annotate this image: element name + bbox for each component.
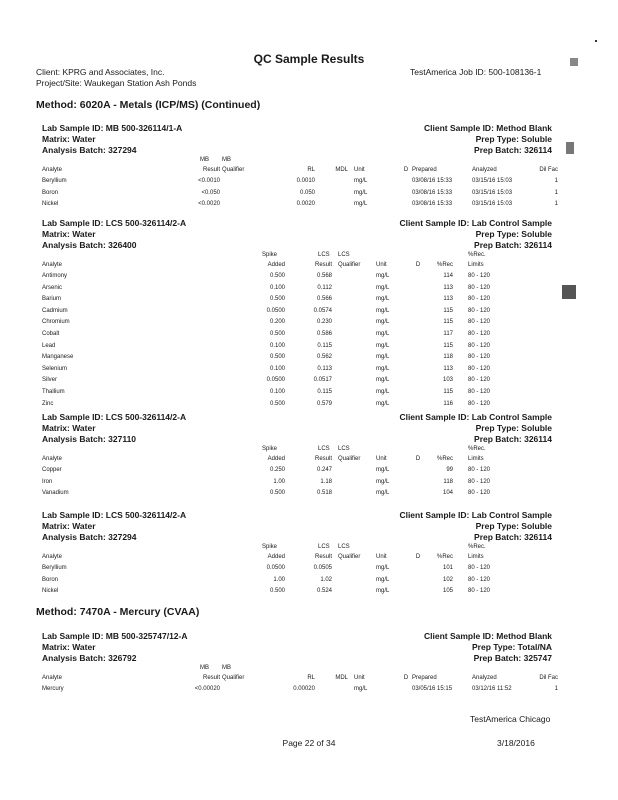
column-header: Analyte xyxy=(42,262,63,268)
column-header: Limits xyxy=(468,554,484,560)
table-cell: 117 xyxy=(443,331,453,337)
column-header-top: MB xyxy=(222,157,231,163)
method-heading: Method: 6020A - Metals (ICP/MS) (Continued) xyxy=(36,99,261,111)
table-cell: 0.100 xyxy=(269,389,285,395)
table-cell: 0.00020 xyxy=(293,686,315,692)
table-cell: 116 xyxy=(443,400,453,407)
table-cell: 115 xyxy=(443,307,453,314)
table-cell: 03/15/16 15:03 xyxy=(472,178,513,184)
table-cell: 115 xyxy=(443,342,453,349)
table-cell: 03/05/16 15:15 xyxy=(412,686,453,692)
table-cell: 0.0500 xyxy=(266,565,285,571)
table-cell: Zinc xyxy=(42,400,54,407)
table-row xyxy=(0,366,618,378)
column-header-top: Spike xyxy=(262,252,278,258)
table-cell: Cadmium xyxy=(42,307,68,314)
table-cell: mg/L xyxy=(376,576,390,583)
table-row xyxy=(0,588,618,600)
table-row xyxy=(0,273,618,285)
footer-date: 3/18/2016 xyxy=(497,738,535,748)
table-cell: 0.0500 xyxy=(266,377,285,384)
method-heading: Method: 7470A - Mercury (CVAA) xyxy=(36,606,200,618)
column-header: Qualifier xyxy=(338,554,361,560)
column-header: Qualifier xyxy=(222,167,245,173)
table-cell: 80 - 120 xyxy=(468,478,491,485)
column-header: Unit xyxy=(376,262,387,268)
column-header: Result xyxy=(202,167,220,173)
table-cell: mg/L xyxy=(376,400,390,407)
column-header: Result xyxy=(202,675,220,681)
table-cell: Boron xyxy=(42,189,59,196)
table-cell: Copper xyxy=(42,467,62,473)
column-header: Analyzed xyxy=(472,167,497,173)
table-cell: Lead xyxy=(42,342,56,349)
matrix: Matrix: Water xyxy=(42,642,96,652)
table-cell: Manganese xyxy=(42,354,74,361)
table-row xyxy=(0,377,618,389)
table-cell: 0.500 xyxy=(269,588,285,595)
table-row xyxy=(0,490,618,502)
table-cell: mg/L xyxy=(376,296,390,303)
table-row xyxy=(0,577,618,589)
column-header: RL xyxy=(307,167,315,173)
lab-sample-id: Lab Sample ID: MB 500-326114/1-A xyxy=(42,123,183,133)
column-header: Limits xyxy=(468,456,484,462)
table-cell: 80 - 120 xyxy=(468,467,491,473)
table-cell: 80 - 120 xyxy=(468,331,491,337)
table-cell: Mercury xyxy=(42,686,64,692)
column-header-top: LCS xyxy=(338,252,350,258)
column-header: Qualifier xyxy=(338,456,361,462)
table-cell: 0.113 xyxy=(317,365,332,372)
table-cell: 0.250 xyxy=(269,467,285,473)
table-cell: 0.050 xyxy=(299,189,315,196)
column-header: D xyxy=(403,675,409,681)
table-cell: Iron xyxy=(42,478,53,485)
table-cell: 80 - 120 xyxy=(468,354,491,361)
column-header: Analyte xyxy=(42,456,63,462)
table-cell: 0.518 xyxy=(316,490,332,497)
table-cell: mg/L xyxy=(376,490,390,497)
table-cell: 0.524 xyxy=(316,588,332,595)
table-cell: 03/08/16 15:33 xyxy=(412,201,453,208)
prep-type: Prep Type: Soluble xyxy=(475,423,552,433)
table-cell: 0.0020 xyxy=(296,201,315,208)
column-header: %Rec xyxy=(436,554,453,560)
table-cell: 0.247 xyxy=(316,467,332,473)
table-cell: <0.0020 xyxy=(198,201,220,208)
table-cell: 80 - 120 xyxy=(468,576,491,583)
table-cell: mg/L xyxy=(354,686,368,692)
footer-company: TestAmerica Chicago xyxy=(470,714,551,724)
table-cell: 0.568 xyxy=(316,273,332,279)
column-header-top: Spike xyxy=(262,544,278,550)
column-header-top: MB xyxy=(200,157,209,163)
table-cell: 1.00 xyxy=(273,576,285,583)
column-header-top: LCS xyxy=(338,544,350,550)
table-cell: mg/L xyxy=(376,467,390,473)
column-header: Added xyxy=(267,456,285,462)
table-cell: mg/L xyxy=(376,354,390,361)
table-row xyxy=(0,467,618,479)
column-header: Unit xyxy=(354,675,365,681)
table-row xyxy=(0,296,618,308)
scan-mark xyxy=(566,142,574,154)
table-cell: 80 - 120 xyxy=(468,307,491,314)
column-header: Analyte xyxy=(42,167,63,173)
table-row xyxy=(0,479,618,491)
table-cell: Antimony xyxy=(42,273,68,279)
column-header: Limits xyxy=(468,262,484,268)
table-cell: 80 - 120 xyxy=(468,365,491,372)
table-row xyxy=(0,319,618,331)
client-sample-id: Client Sample ID: Method Blank xyxy=(424,631,552,641)
table-cell: Cobalt xyxy=(42,331,60,337)
column-header: D xyxy=(403,167,409,173)
table-cell: 0.100 xyxy=(269,284,285,291)
table-cell: Beryllium xyxy=(42,565,67,571)
table-cell: Chromium xyxy=(42,319,70,326)
lab-sample-id: Lab Sample ID: MB 500-325747/12-A xyxy=(42,631,188,641)
column-header-top: Spike xyxy=(262,446,278,452)
table-row xyxy=(0,201,618,213)
prep-type: Prep Type: Soluble xyxy=(475,521,552,531)
column-header: Unit xyxy=(354,167,365,173)
prep-batch: Prep Batch: 326114 xyxy=(474,240,552,250)
client-sample-id: Client Sample ID: Method Blank xyxy=(424,123,552,133)
table-cell: 0.500 xyxy=(269,296,285,303)
project-site: Project/Site: Waukegan Station Ash Ponds xyxy=(36,78,197,88)
column-header: Analyte xyxy=(42,675,63,681)
matrix: Matrix: Water xyxy=(42,134,96,144)
table-cell: Beryllium xyxy=(42,178,67,184)
table-cell: 0.500 xyxy=(269,354,285,361)
column-header-top: MB xyxy=(222,665,231,671)
prep-batch: Prep Batch: 325747 xyxy=(473,653,552,663)
table-cell: mg/L xyxy=(376,377,390,384)
prep-type: Prep Type: Soluble xyxy=(475,134,552,144)
column-header: %Rec xyxy=(436,262,453,268)
table-cell: 0.500 xyxy=(269,331,285,337)
scan-mark xyxy=(570,58,578,66)
table-cell: mg/L xyxy=(376,331,390,337)
table-cell: 80 - 120 xyxy=(468,319,491,326)
table-cell: mg/L xyxy=(376,478,390,485)
table-cell: 0.579 xyxy=(316,400,332,407)
table-cell: 113 xyxy=(443,296,453,303)
table-cell: 0.115 xyxy=(317,342,332,349)
analysis-batch: Analysis Batch: 327110 xyxy=(42,434,137,444)
table-cell: 0.100 xyxy=(269,342,285,349)
table-cell: mg/L xyxy=(376,342,390,349)
column-header: Analyte xyxy=(42,554,63,560)
column-header: Qualifier xyxy=(338,262,361,268)
column-header: Result xyxy=(314,262,332,268)
table-cell: 0.112 xyxy=(317,284,332,291)
client-name: Client: KPRG and Associates, Inc. xyxy=(36,67,165,77)
table-cell: 1 xyxy=(554,201,558,208)
table-cell: 80 - 120 xyxy=(468,377,491,384)
table-cell: 03/15/16 15:03 xyxy=(472,189,513,196)
table-cell: <0.050 xyxy=(201,189,220,196)
column-header: Prepared xyxy=(412,167,437,173)
column-header: Qualifier xyxy=(222,675,245,681)
table-row xyxy=(0,331,618,343)
table-cell: 1 xyxy=(554,178,558,184)
table-cell: Barium xyxy=(42,296,62,303)
table-cell: 99 xyxy=(446,467,453,473)
table-cell: 118 xyxy=(443,478,453,485)
prep-batch: Prep Batch: 326114 xyxy=(474,434,552,444)
table-cell: 80 - 120 xyxy=(468,296,491,303)
table-cell: Selenium xyxy=(42,365,68,372)
column-header: %Rec xyxy=(436,456,453,462)
column-header-top: MB xyxy=(200,665,209,671)
prep-batch: Prep Batch: 326114 xyxy=(474,145,552,155)
column-header-top: %Rec. xyxy=(468,252,486,258)
table-cell: 1.18 xyxy=(320,478,332,485)
matrix: Matrix: Water xyxy=(42,229,96,239)
table-cell: 0.0574 xyxy=(313,307,332,314)
analysis-batch: Analysis Batch: 327294 xyxy=(42,532,137,542)
table-cell: 0.230 xyxy=(316,319,332,326)
matrix: Matrix: Water xyxy=(42,521,96,531)
table-cell: 0.0505 xyxy=(313,565,332,571)
table-cell: mg/L xyxy=(354,201,368,208)
table-cell: mg/L xyxy=(376,565,390,571)
table-cell: <0.0010 xyxy=(198,178,220,184)
table-cell: 80 - 120 xyxy=(468,490,491,497)
footer-page: Page 22 of 34 xyxy=(282,738,336,748)
client-sample-id: Client Sample ID: Lab Control Sample xyxy=(399,412,552,422)
column-header-top: %Rec. xyxy=(468,446,486,452)
prep-type: Prep Type: Soluble xyxy=(475,229,552,239)
column-header: MDL xyxy=(335,167,348,173)
analysis-batch: Analysis Batch: 327294 xyxy=(42,145,137,155)
table-row xyxy=(0,178,618,190)
table-cell: Thallium xyxy=(42,389,65,395)
table-cell: 0.100 xyxy=(269,365,285,372)
table-row xyxy=(0,686,618,698)
column-header: Added xyxy=(267,554,285,560)
table-cell: 0.500 xyxy=(269,490,285,497)
column-header: Dil Fac xyxy=(539,167,558,173)
table-cell: mg/L xyxy=(376,273,390,279)
column-header: D xyxy=(415,262,421,268)
table-cell: 03/15/16 15:03 xyxy=(472,201,513,208)
column-header-top: LCS xyxy=(338,446,350,452)
column-header: Added xyxy=(267,262,285,268)
table-cell: 0.0517 xyxy=(313,377,332,384)
job-id: TestAmerica Job ID: 500-108136-1 xyxy=(410,67,542,77)
table-cell: 118 xyxy=(443,354,453,361)
table-cell: mg/L xyxy=(354,178,368,184)
table-cell: 80 - 120 xyxy=(468,342,491,349)
table-row xyxy=(0,308,618,320)
scan-mark xyxy=(595,40,597,42)
table-cell: 102 xyxy=(442,576,453,583)
table-row xyxy=(0,190,618,202)
column-header: Unit xyxy=(376,554,387,560)
table-cell: Silver xyxy=(42,377,58,384)
table-cell: Vanadium xyxy=(42,490,69,497)
prep-batch: Prep Batch: 326114 xyxy=(474,532,552,542)
table-cell: mg/L xyxy=(376,588,390,595)
table-cell: 115 xyxy=(443,389,453,395)
table-cell: 80 - 120 xyxy=(468,273,491,279)
column-header: RL xyxy=(307,675,315,681)
column-header-top: LCS xyxy=(318,544,330,550)
table-cell: 03/12/16 11:52 xyxy=(472,686,512,692)
table-cell: 03/08/16 15:33 xyxy=(412,189,453,196)
table-row xyxy=(0,389,618,401)
client-sample-id: Client Sample ID: Lab Control Sample xyxy=(399,510,552,520)
table-row xyxy=(0,285,618,297)
table-cell: mg/L xyxy=(376,284,390,291)
column-header: Prepared xyxy=(412,675,437,681)
table-cell: Boron xyxy=(42,576,59,583)
table-cell: 0.500 xyxy=(269,273,285,279)
table-cell: 0.566 xyxy=(316,296,332,303)
column-header: Result xyxy=(314,456,332,462)
column-header-top: LCS xyxy=(318,252,330,258)
table-cell: 101 xyxy=(442,565,453,571)
table-cell: 80 - 120 xyxy=(468,588,491,595)
table-cell: 80 - 120 xyxy=(468,565,491,571)
prep-type: Prep Type: Total/NA xyxy=(472,642,552,652)
column-header-top: %Rec. xyxy=(468,544,486,550)
table-row xyxy=(0,343,618,355)
table-cell: Nickel xyxy=(42,588,59,595)
table-cell: 103 xyxy=(442,377,453,384)
table-cell: 105 xyxy=(442,588,453,595)
column-header: D xyxy=(415,554,421,560)
page-title: QC Sample Results xyxy=(253,52,365,66)
table-cell: 113 xyxy=(443,365,453,372)
table-cell: 80 - 120 xyxy=(468,389,491,395)
table-row xyxy=(0,354,618,366)
table-row xyxy=(0,401,618,413)
table-cell: mg/L xyxy=(376,319,390,326)
column-header: Dil Fac xyxy=(539,675,558,681)
table-cell: 80 - 120 xyxy=(468,400,491,407)
table-cell: mg/L xyxy=(376,389,390,395)
table-cell: mg/L xyxy=(376,307,390,314)
column-header: MDL xyxy=(335,675,348,681)
table-cell: 115 xyxy=(443,319,453,326)
table-cell: 0.500 xyxy=(269,400,285,407)
column-header: Analyzed xyxy=(472,675,497,681)
table-cell: 03/08/16 15:33 xyxy=(412,178,453,184)
table-cell: 1.02 xyxy=(320,576,332,583)
client-sample-id: Client Sample ID: Lab Control Sample xyxy=(399,218,552,228)
table-cell: 104 xyxy=(442,490,453,497)
table-cell: 0.562 xyxy=(316,354,332,361)
table-cell: 1 xyxy=(554,189,558,196)
table-cell: 80 - 120 xyxy=(468,284,491,291)
table-cell: 1.00 xyxy=(273,478,285,485)
lab-sample-id: Lab Sample ID: LCS 500-326114/2-A xyxy=(42,412,187,422)
table-row xyxy=(0,565,618,577)
table-cell: 0.115 xyxy=(317,389,332,395)
table-cell: mg/L xyxy=(354,189,368,196)
column-header: D xyxy=(415,456,421,462)
column-header-top: LCS xyxy=(318,446,330,452)
table-cell: 0.0010 xyxy=(296,178,315,184)
analysis-batch: Analysis Batch: 326792 xyxy=(42,653,137,663)
table-cell: 0.0500 xyxy=(266,307,285,314)
analysis-batch: Analysis Batch: 326400 xyxy=(42,240,137,250)
table-cell: Nickel xyxy=(42,201,59,208)
column-header: Result xyxy=(314,554,332,560)
table-cell: 1 xyxy=(554,686,558,692)
lab-sample-id: Lab Sample ID: LCS 500-326114/2-A xyxy=(42,510,187,520)
table-cell: 0.586 xyxy=(316,331,332,337)
table-cell: mg/L xyxy=(376,365,390,372)
column-header: Unit xyxy=(376,456,387,462)
lab-sample-id: Lab Sample ID: LCS 500-326114/2-A xyxy=(42,218,187,228)
table-cell: 114 xyxy=(443,273,453,279)
table-cell: <0.00020 xyxy=(194,686,220,692)
table-cell: Arsenic xyxy=(42,284,63,291)
matrix: Matrix: Water xyxy=(42,423,96,433)
table-cell: 0.200 xyxy=(269,319,285,326)
table-cell: 113 xyxy=(443,284,453,291)
